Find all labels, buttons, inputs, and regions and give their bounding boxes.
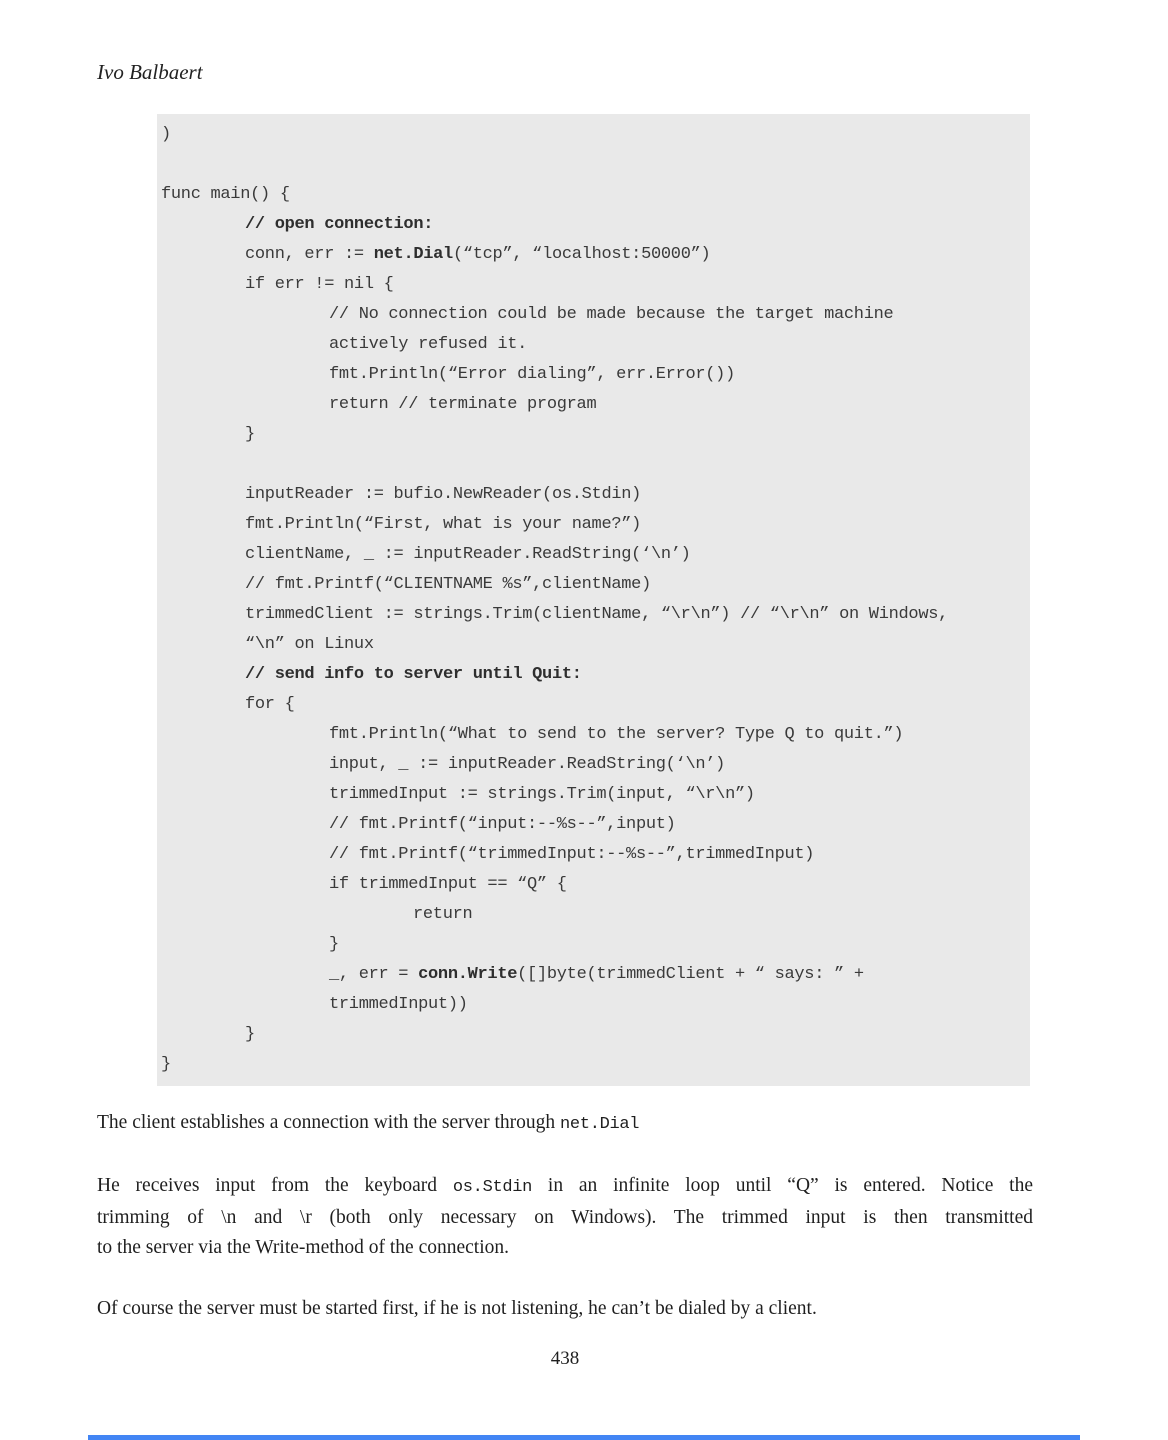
code-line [161, 870, 1026, 900]
code-segment: ) [161, 125, 171, 144]
header-author: Ivo Balbaert [97, 60, 203, 84]
code-segment: conn, err := [245, 245, 374, 264]
code-line [161, 150, 1026, 180]
code-line [161, 900, 1026, 930]
code-segment: return [413, 905, 473, 924]
code-line [161, 420, 1026, 450]
inline-code: os.Stdin [452, 1178, 533, 1197]
code-segment: } [329, 935, 339, 954]
code-segment: // fmt.Printf(“CLIENTNAME %s”,clientName) [245, 575, 651, 594]
code-segment: input, _ := inputReader.ReadString(‘\n’) [329, 755, 726, 774]
code-line [161, 690, 1026, 720]
code-line [161, 1050, 1026, 1080]
body-text-segment: in an infinite loop until “Q” is entered. Notice the [532, 1175, 1034, 1196]
code-line [161, 600, 1026, 630]
code-line [161, 720, 1026, 750]
code-line [161, 810, 1026, 840]
code-line [161, 510, 1026, 540]
code-segment: // No connection could be made because the target machine [329, 305, 894, 324]
code-segment: inputReader := bufio.NewReader(os.Stdin) [245, 485, 642, 504]
code-segment: fmt.Println(“Error dialing”, err.Error()) [329, 365, 735, 384]
code-segment-bold: // open connection: [245, 215, 434, 234]
code-segment: _, err = [329, 965, 419, 984]
code-line [161, 210, 1026, 240]
code-segment-bold: conn.Write [418, 965, 518, 984]
code-line [161, 180, 1026, 210]
code-line [161, 930, 1026, 960]
code-segment: if trimmedInput == “Q” { [329, 875, 567, 894]
code-line [161, 990, 1026, 1020]
code-block [157, 114, 1030, 1086]
code-segment: trimmedClient := strings.Trim(clientName, “\r\n”) // “\r\n” on Windows, [245, 605, 949, 624]
code-segment-bold: net.Dial [373, 245, 453, 264]
code-line [161, 660, 1026, 690]
code-line [161, 960, 1026, 990]
code-segment: // fmt.Printf(“input:--%s--”,input) [329, 815, 676, 834]
body-line [97, 1233, 1033, 1263]
code-segment-bold: // send info to server until Quit: [245, 665, 582, 684]
code-line [161, 540, 1026, 570]
paragraph-1 [97, 1108, 1033, 1140]
code-segment: ([]byte(trimmedClient + “ says: ” + [517, 965, 864, 984]
page-number: 438 [550, 1348, 580, 1369]
code-line [161, 1020, 1026, 1050]
body-text-segment: to the server via the Write-method of the connection. [97, 1237, 510, 1258]
body-text-segment: Of course the server must be started first, if he is not listening, he can’t be dialed by a client. [97, 1298, 817, 1319]
body-text-segment: trimming of \n and \r (both only necessary on Windows). The trimmed input is then transmitted [97, 1207, 1033, 1228]
paragraph-3 [97, 1294, 1033, 1324]
inline-code: net.Dial [559, 1115, 640, 1134]
code-segment: } [245, 1025, 255, 1044]
body-line [97, 1171, 1033, 1203]
body-text-segment: He receives input from the keyboard [97, 1175, 453, 1196]
body-text [97, 1108, 1033, 1355]
code-line [161, 480, 1026, 510]
body-line [97, 1294, 1033, 1324]
code-line [161, 390, 1026, 420]
code-line [161, 780, 1026, 810]
code-segment: (“tcp”, “localhost:50000”) [452, 245, 711, 264]
code-line [161, 360, 1026, 390]
body-text-segment: The client establishes a connection with the server through [97, 1112, 560, 1133]
code-segment: } [245, 425, 255, 444]
code-line [161, 840, 1026, 870]
code-segment: trimmedInput := strings.Trim(input, “\r\n”) [329, 785, 755, 804]
code-segment: func main() { [161, 185, 290, 204]
code-line [161, 450, 1026, 480]
reading-progress-bar[interactable] [88, 1435, 1080, 1440]
code-line [161, 270, 1026, 300]
code-segment: if err != nil { [245, 275, 394, 294]
paragraph-2 [97, 1171, 1033, 1263]
code-line [161, 630, 1026, 660]
code-line [161, 570, 1026, 600]
body-line [97, 1108, 1033, 1140]
code-segment: for { [245, 695, 295, 714]
code-line [161, 300, 1026, 330]
code-line [161, 750, 1026, 780]
code-segment: actively refused it. [329, 335, 528, 354]
body-line [97, 1203, 1033, 1233]
code-segment: trimmedInput)) [329, 995, 468, 1014]
code-line [161, 330, 1026, 360]
code-segment: // fmt.Printf(“trimmedInput:--%s--”,trimmedInput) [329, 845, 815, 864]
code-segment: fmt.Println(“First, what is your name?”) [245, 515, 642, 534]
code-line [161, 120, 1026, 150]
code-segment: return // terminate program [329, 395, 597, 414]
code-segment: fmt.Println(“What to send to the server? Type Q to quit.”) [329, 725, 904, 744]
code-segment: } [161, 1055, 171, 1074]
code-segment: clientName, _ := inputReader.ReadString(‘\n’) [245, 545, 691, 564]
code-line [161, 240, 1026, 270]
code-segment: “\n” on Linux [245, 635, 374, 654]
